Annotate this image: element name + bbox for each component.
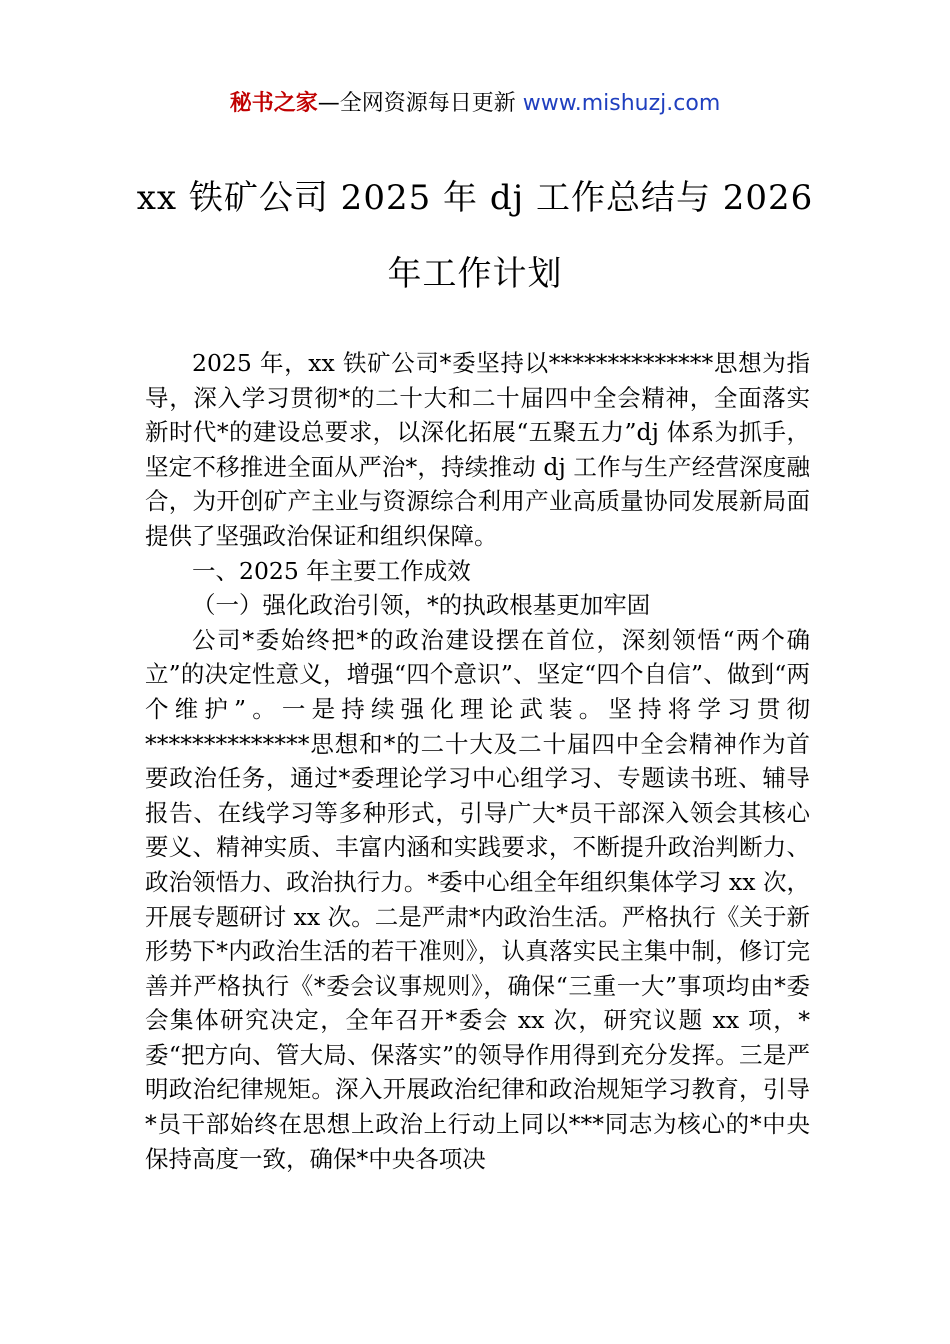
header-tagline: —全网资源每日更新 bbox=[317, 91, 523, 116]
document-title: xx 铁矿公司 2025 年 dj 工作总结与 2026 年工作计划 bbox=[136, 178, 814, 294]
site-url-link[interactable]: www.mishuzj.com bbox=[522, 91, 721, 116]
site-header bbox=[0, 88, 950, 120]
subsection-heading: （一）强化政治引领，*的执政根基更加牢固 bbox=[192, 591, 651, 620]
document-body bbox=[145, 346, 810, 1176]
section-heading: 一、2025 年主要工作成效 bbox=[192, 556, 471, 585]
body-paragraph: 公司*委始终把*的政治建设摆在首位，深刻领悟“两个确立”的决定性意义，增强“四个意识”、坚定“四个自信”、做到“两个维护”。一是持续强化理论武装。坚持将学习贯彻**************思想和*的二十大及二十届四中全会精神作为首要政治任务，通过*委理论学习中心组学习、专题读书班、辅导报告、在线学习等多种形式，引导广大*员干部深入领会其核心要义、精神实质、丰富内涵和实践要求，不断提升政治判断力、政治领悟力、政治执行力。*委中心组全年组织集体学习 xx 次，开展专题研讨 xx 次。二是严肃*内政治生活。严格执行《关于新形势下*内政治生活的若干准则》，认真落实民主集中制，修订完善并严格执行《*委会议事规则》，确保“三重一大”事项均由*委会集体研究决定，全年召开*委会 xx 次，研究议题 xx 项，*委“把方向、管大局、保落实”的领导作用得到充分发挥。三是严明政治纪律规矩。深入开展政治纪律和政治规矩学习教育，引导*员干部始终在思想上政治上行动上同以***同志为核心的*中央保持高度一致，确保*中央各项决 bbox=[145, 625, 810, 1173]
intro-paragraph: 2025 年，xx 铁矿公司*委坚持以**************思想为指导，深入学习贯彻*的二十大和二十届四中全会精神，全面落实新时代*的建设总要求，以深化拓展“五聚五力”dj 体系为抓手，坚定不移推进全面从严治*，持续推动 dj 工作与生产经营深度融合，为开创矿产主业与资源综合利用产业高质量协同发展新局面提供了坚强政治保证和组织保障。 bbox=[145, 349, 810, 550]
brand-name: 秘书之家 bbox=[229, 91, 318, 116]
